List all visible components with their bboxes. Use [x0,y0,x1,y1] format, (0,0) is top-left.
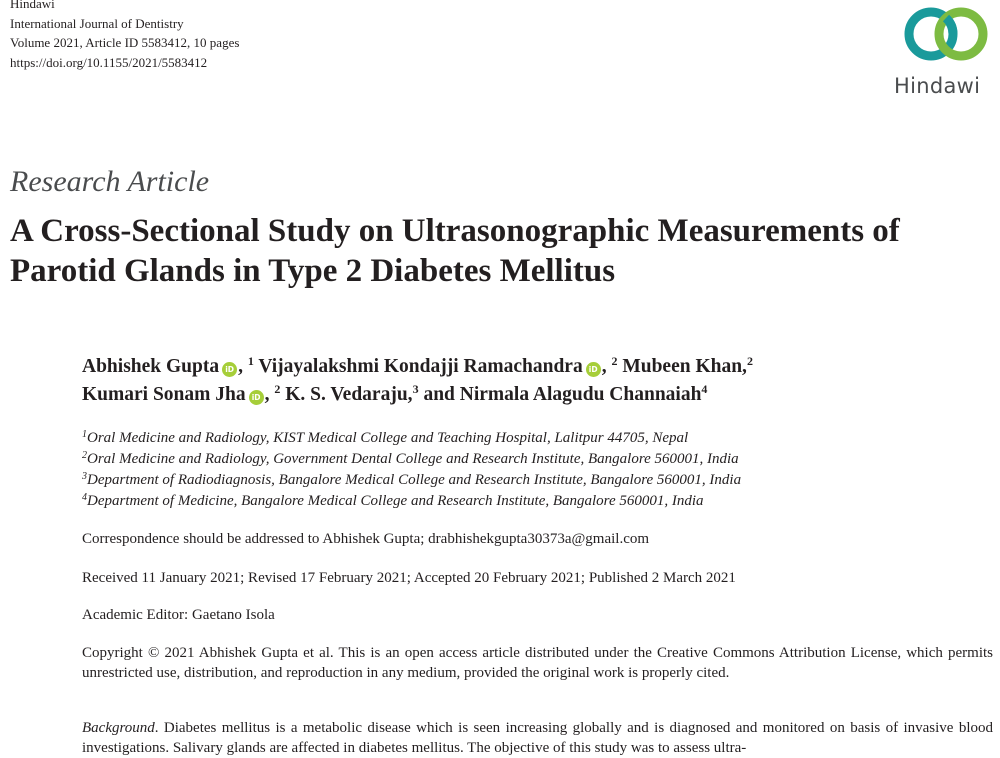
orcid-icon[interactable]: iD [249,390,264,405]
author-list: Abhishek Gupta iD , $^1$ Vijayalakshmi Kondajji Ramachandra iD , $^2$ Mubeen Khan,$^2$ Kumari Sonam Jha iD , $^2$ K. S. Vedaraju,$^3$ and Nirmala Alagudu Channaiah$^4$ [82,354,753,405]
author-affiliation-marker: 2 [611,354,618,368]
abstract-paragraph [82,718,993,758]
orcid-icon[interactable]: iD [222,362,237,377]
journal-name: International Journal of Dentistry [10,15,184,31]
author-affiliation-marker: 2 [746,354,753,368]
affiliation: $^3$Department of Radiodiagnosis, Bangalore Medical College and Research Institute, Bangalore 560001, India [82,471,742,488]
author-name: Nirmala Alagudu Channaiah [459,384,702,405]
correspondence-line: Correspondence should be addressed to Abhishek Gupta; drabhishekgupta30373a@gmail.com [82,531,650,547]
author-name: Kumari Sonam Jha [82,384,246,405]
article-type: Research Article [10,165,210,198]
affiliation: $^2$Oral Medicine and Radiology, Government Dental College and Research Institute, Bangalore 560001, India [82,450,739,467]
author-affiliation-marker: 4 [701,382,708,396]
doi-link[interactable]: https://doi.org/10.1155/2021/5583412 [10,54,208,70]
author-affiliation-marker: 1 [247,354,254,368]
volume-info: Volume 2021, Article ID 5583412, 10 pages [10,35,240,50]
affiliation: $^1$Oral Medicine and Radiology, KIST Medical College and Teaching Hospital, Lalitpur 44705, Nepal [82,429,689,446]
journal-header [10,0,239,72]
author-affiliation-marker: 3 [412,382,419,396]
author-name: Abhishek Gupta [82,356,220,377]
academic-editor: Academic Editor: Gaetano Isola [82,607,275,623]
author-name: Mubeen Khan, [622,356,747,377]
abstract-text: . Diabetes mellitus is a metabolic disease which is seen increasing globally and is diagnosed and monitored on basis of invasive blood investigations. Salivary glands are affected in diabetes mellitus. The objective of this study was to assess ultra- [82,720,993,756]
orcid-icon[interactable]: iD [586,362,601,377]
affiliations [82,428,741,512]
abstract-label: Background [82,720,155,736]
affiliation: $^4$Department of Medicine, Bangalore Medical College and Research Institute, Bangalore 560001, India [82,492,704,509]
author-affiliation-marker: 2 [274,382,281,396]
author-name: Vijayalakshmi Kondajji Ramachandra [258,356,583,377]
logo-wordmark: Hindawi [894,74,981,98]
copyright-notice: Copyright © 2021 Abhishek Gupta et al. This is an open access article distributed under the Creative Commons Attribution License, which permits unrestricted use, distribution, and reproduction in any medium, provided the original work is properly cited. [82,645,993,681]
publication-dates: Received 11 January 2021; Revised 17 February 2021; Accepted 20 February 2021; Published 2 March 2021 [82,570,736,586]
article-title: A Cross-Sectional Study on Ultrasonographic Measurements of Parotid Glands in Type 2 Diabetes Mellitus [10,213,900,289]
author-name: K. S. Vedaraju, [285,384,413,405]
publisher-name: Hindawi [10,0,55,11]
